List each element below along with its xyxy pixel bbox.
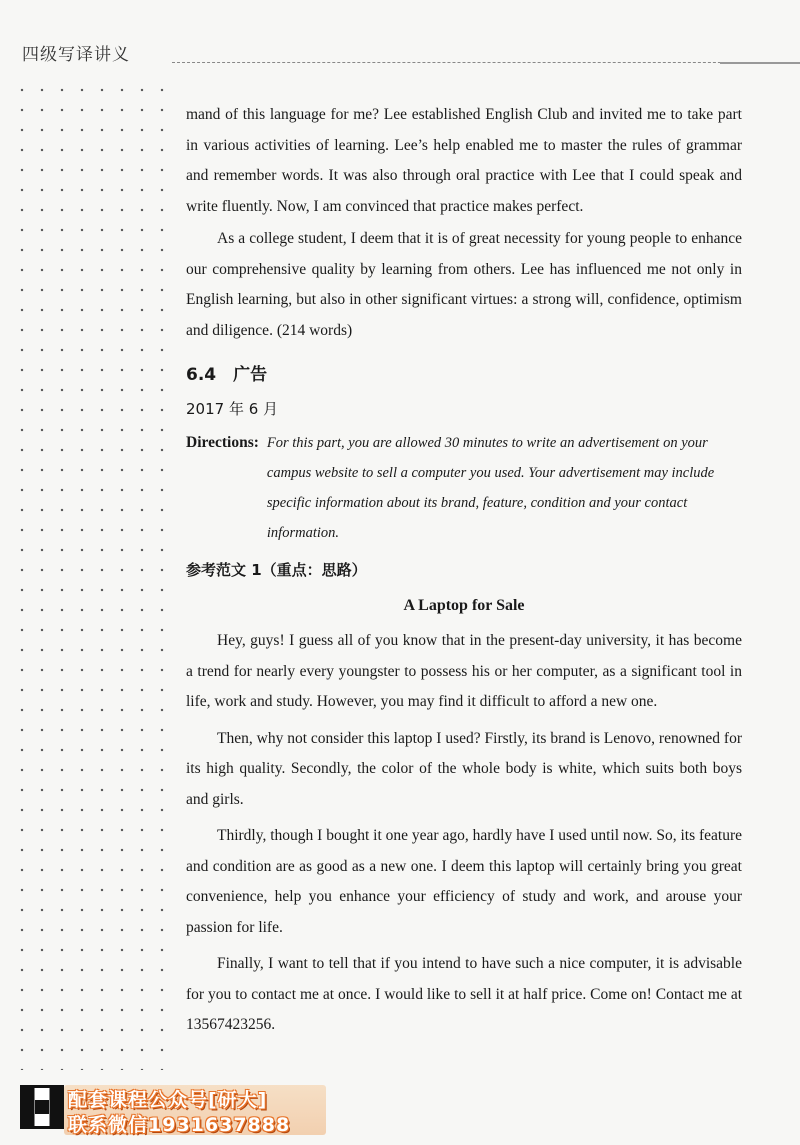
qr-code-icon[interactable]	[20, 1085, 64, 1129]
section-heading: 6.4 广告	[186, 365, 268, 385]
banner-line-contact: 联系微信1931637888	[68, 1114, 291, 1136]
banner-line-account: 配套课程公众号[研大]	[68, 1089, 268, 1111]
essay-title: A Laptop for Sale	[403, 597, 525, 614]
dotted-note-margin	[12, 80, 172, 1070]
essay-paragraph: Finally, I want to tell that if you intend to have such a nice computer, it is advisable for you to contact me at once. I would like to sell it at half price. Come on! Contact me at 13567423256.	[186, 955, 742, 1033]
directions-text: For this part, you are allowed 30 minutes to write an advertisement on your campus website to sell a computer you used. Your advertisement may include specific information about its brand, feature, condition and your contact information.	[266, 435, 715, 541]
essay-paragraph: Hey, guys! I guess all of you know that in the present-day university, it has become a trend for nearly every youngster to possess his or her computer, as a significant tool in life, work and study. However, you may find it difficult to afford a new one.	[186, 632, 742, 710]
footer-banner[interactable]	[20, 1085, 320, 1137]
exam-date: 2017 年 6 月	[186, 400, 279, 418]
directions-label: Directions:	[186, 434, 259, 451]
sample-heading: 参考范文 1（重点：思路）	[186, 561, 367, 579]
page-header-title: 四级写译讲义	[22, 45, 130, 65]
directions-block	[186, 428, 742, 548]
prev-essay-paragraph: mand of this language for me? Lee established English Club and invited me to take part in various activities of learning. Lee’s help enabled me to master the rules of grammar and remember words. It was also through oral practice with Lee that I could speak and write fluently. Now, I am convinced that practice makes perfect.	[186, 106, 742, 215]
prev-essay-paragraph: As a college student, I deem that it is of great necessity for young people to enhance our comprehensive quality by learning from others. Lee has influenced me not only in English learning, but also in other significant virtues: a strong will, confidence, optimism and diligence. (214 words)	[186, 230, 742, 339]
essay-paragraph: Thirdly, though I bought it one year ago, hardly have I used until now. So, its feature and condition are as good as a new one. I deem this laptop will certainly bring you great convenience, help you enhance your efficiency of study and work, and arouse your passion for life.	[186, 827, 742, 936]
essay-paragraph: Then, why not consider this laptop I used? Firstly, its brand is Lenovo, renowned for its high quality. Secondly, the color of the whole body is white, which suits both boys and girls.	[186, 729, 742, 808]
header-rule	[172, 62, 776, 63]
main-content	[186, 100, 742, 1041]
header-rule-accent	[720, 62, 800, 64]
